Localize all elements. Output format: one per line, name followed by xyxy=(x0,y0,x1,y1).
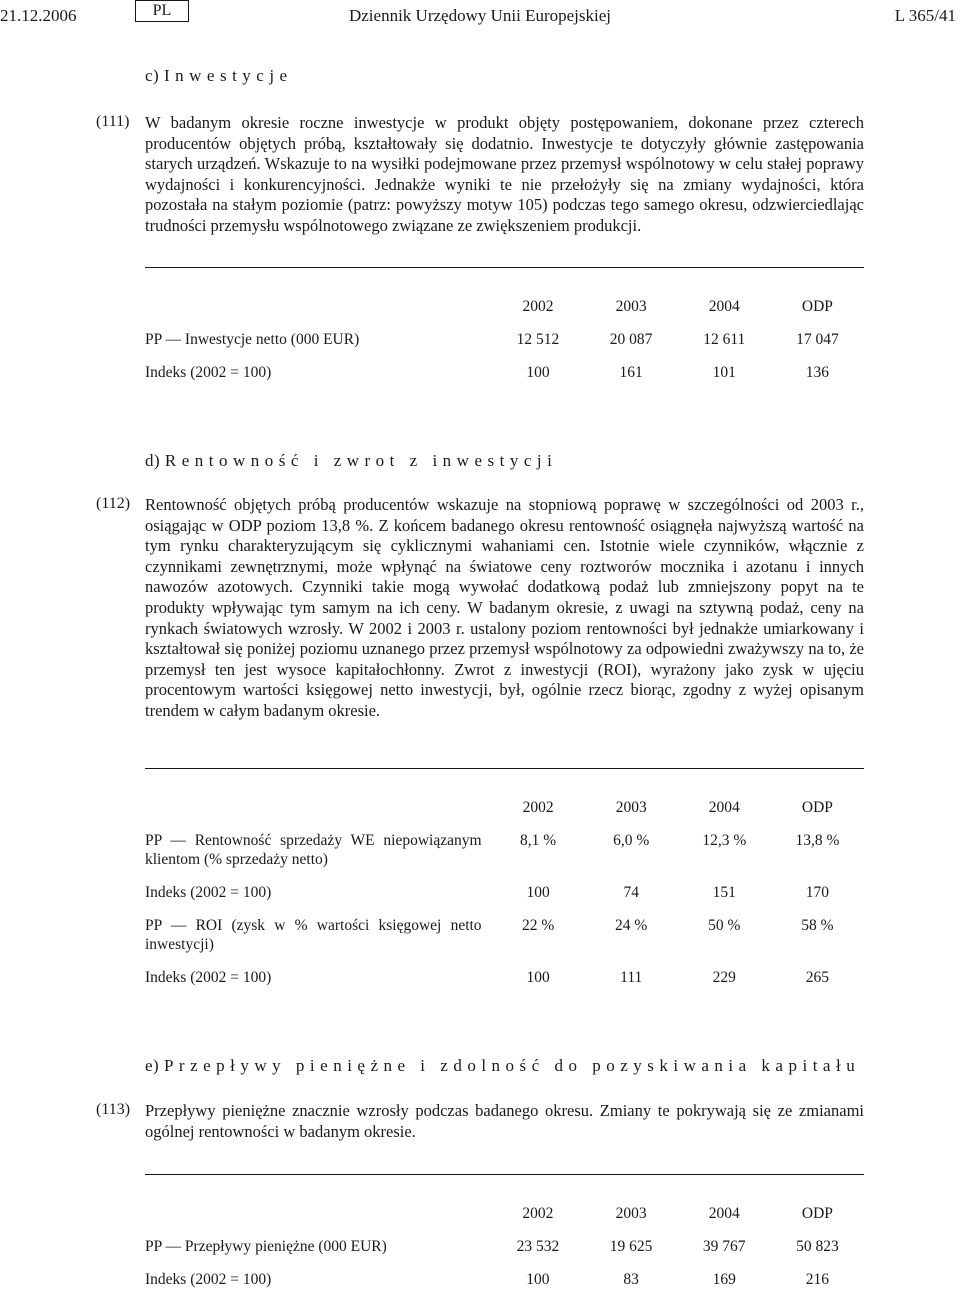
para-113-text: Przepływy pieniężne znacznie wzrosły podczas badanego okresu. Zmiany te pokrywają się ze zmianami ogólnej rentowności w badanym okresie. xyxy=(145,1101,864,1141)
cell: 12,3 % xyxy=(702,832,747,849)
col-header: 2004 xyxy=(708,298,740,315)
cell: 100 xyxy=(526,364,550,381)
cell: 22 % xyxy=(521,917,555,934)
cell: 24 % xyxy=(615,917,648,934)
col-header: 2004 xyxy=(708,1205,740,1222)
cell: 265 xyxy=(805,969,830,986)
table-row xyxy=(145,320,864,349)
cell: 111 xyxy=(620,969,643,986)
col-header: 2003 xyxy=(615,298,647,315)
cell: 83 xyxy=(623,1271,639,1288)
table-header-row xyxy=(145,769,864,822)
table-row xyxy=(145,869,864,902)
header-date: 21.12.2006 xyxy=(0,6,77,25)
row-label: Indeks (2002 = 100) xyxy=(145,969,272,986)
cell: 20 087 xyxy=(609,331,653,348)
col-header: ODP xyxy=(801,1205,833,1222)
cell: 50 % xyxy=(708,917,741,934)
cell: 74 xyxy=(623,884,639,901)
row-label: Indeks (2002 = 100) xyxy=(145,1271,272,1288)
table-header-row xyxy=(145,268,864,321)
para-112-text: Rentowność objętych próbą producentów wskazuje na stopniową poprawę w szczególności od 2003 r., osiągając w ODP poziom 13,8 %. Z końcem badanego okresu rentowność osiągnęła najwyższą wartość na tym rynku charakteryzującym się cyklicznymi wahaniami cen. Istotnie wiele czynników, włącznie z czynnikami zewnętrznymi, może wpłynąć na światowe ceny roztworów mocznika i azotanu i innych nawozów azotowych. Czynniki takie mogą wywołać dodatkową podaż lub zmniejszony popyt na te produkty wpływając tym samym na ich ceny. W badanym okresie, z uwagi na sztywną podaż, ceny na rynkach światowych wzrosły. W 2002 i 2003 r. ustalony poziom rentowności był jednakże umiarkowany i kształtował się poniżej poziomu uznanego przez przemysł wspólnotowy za odpowiedni zważywszy na to, że przemysł ten jest wysoce kapitałochłonny. Zwrot z inwestycji (ROI), wyrażony jako zysk w ujęciu procentowym wartości księgowej netto inwestycji, był, ogólnie rzecz biorąc, zgodny z wyżej opisanym trendem w całym badanym okresie. xyxy=(145,495,864,720)
para-111-text: W badanym okresie roczne inwestycje w produkt objęty postępowaniem, dokonane przez czterech producentów objętych próbą, kształtowały się dodatnio. Inwestycje te dotyczyły głównie zastępowania starych urządzeń. Wskazuje to na wysiłki podejmowane przez przemysł wspólnotowy w celu stałej poprawy wydajności i konkurencyjności. Jednakże wyniki te nie przełożyły się na zmiany wydajności, która pozostała na stałym poziomie (patrz: powyższy motyw 105) podczas tego samego okresu, odzwierciedlając trudności przemysłu wspólnotowego związane ze zwiększeniem produkcji. xyxy=(145,113,864,235)
language-box: PL xyxy=(135,0,189,22)
cell: 229 xyxy=(712,969,736,986)
col-header: 2002 xyxy=(522,1205,554,1222)
table-header-row xyxy=(145,1175,864,1228)
cell: 58 % xyxy=(801,917,834,934)
header-blank xyxy=(145,769,492,822)
page-number: L 365/41 xyxy=(894,6,956,25)
cell: 216 xyxy=(805,1271,830,1288)
section-c-prefix: c) xyxy=(145,66,160,85)
table-row xyxy=(145,902,864,954)
section-e-title: Przepływy pieniężne i zdolność do pozyskiwania kapitału xyxy=(163,1056,861,1075)
cell: 39 767 xyxy=(702,1238,746,1255)
header-blank xyxy=(145,1175,491,1228)
col-header: 2002 xyxy=(522,799,554,816)
table-row xyxy=(145,349,864,382)
cell: 101 xyxy=(712,364,736,381)
col-header: 2003 xyxy=(615,1205,647,1222)
row-label: PP — ROI (zysk w % wartości księgowej netto inwestycji) xyxy=(145,917,482,953)
row-label: PP — Przepływy pieniężne (000 EUR) xyxy=(145,1238,387,1255)
cell: 151 xyxy=(712,884,736,901)
cell: 17 047 xyxy=(796,331,839,348)
section-c-heading xyxy=(145,66,293,86)
cell: 6,0 % xyxy=(613,832,650,849)
section-d-title: Rentowność i zwrot z inwestycji xyxy=(164,451,558,470)
cell: 161 xyxy=(619,364,643,381)
cell: 100 xyxy=(526,1271,550,1288)
col-header: ODP xyxy=(801,799,833,816)
table-row xyxy=(145,1227,864,1256)
section-c-title: Inwestycje xyxy=(163,66,293,85)
para-113-number: (113) xyxy=(96,1101,131,1118)
cell: 12 611 xyxy=(703,331,746,348)
journal-title: Dziennik Urzędowy Unii Europejskiej xyxy=(348,6,611,25)
table-investments xyxy=(145,267,864,382)
section-e-heading xyxy=(145,1056,860,1076)
row-label: PP — Inwestycje netto (000 EUR) xyxy=(145,331,360,348)
row-label: PP — Rentowność sprzedaży WE niepowiązanym klientom (% sprzedaży netto) xyxy=(145,832,482,868)
cell: 23 532 xyxy=(516,1238,560,1255)
cell: 50 823 xyxy=(796,1238,839,1255)
cell: 8,1 % xyxy=(520,832,557,849)
cell: 13,8 % xyxy=(795,832,840,849)
cell: 100 xyxy=(526,969,550,986)
table-cashflow xyxy=(145,1174,864,1289)
row-label: Indeks (2002 = 100) xyxy=(145,884,272,901)
col-header: 2002 xyxy=(522,298,554,315)
col-header: 2003 xyxy=(615,799,647,816)
cell: 170 xyxy=(805,884,830,901)
col-header: ODP xyxy=(801,298,833,315)
cell: 100 xyxy=(526,884,550,901)
cell: 12 512 xyxy=(516,331,560,348)
section-d-prefix: d) xyxy=(145,451,161,470)
cell: 169 xyxy=(712,1271,736,1288)
section-d-heading xyxy=(145,451,557,471)
para-112-number: (112) xyxy=(96,495,131,512)
section-e-prefix: e) xyxy=(145,1056,160,1075)
table-row xyxy=(145,954,864,987)
row-label: Indeks (2002 = 100) xyxy=(145,364,272,381)
col-header: 2004 xyxy=(708,799,740,816)
table-row xyxy=(145,821,864,869)
header-blank xyxy=(145,268,491,321)
table-row xyxy=(145,1256,864,1289)
para-111-number: (111) xyxy=(96,113,130,130)
cell: 19 625 xyxy=(609,1238,653,1255)
cell: 136 xyxy=(805,364,830,381)
table-profitability xyxy=(145,768,864,987)
